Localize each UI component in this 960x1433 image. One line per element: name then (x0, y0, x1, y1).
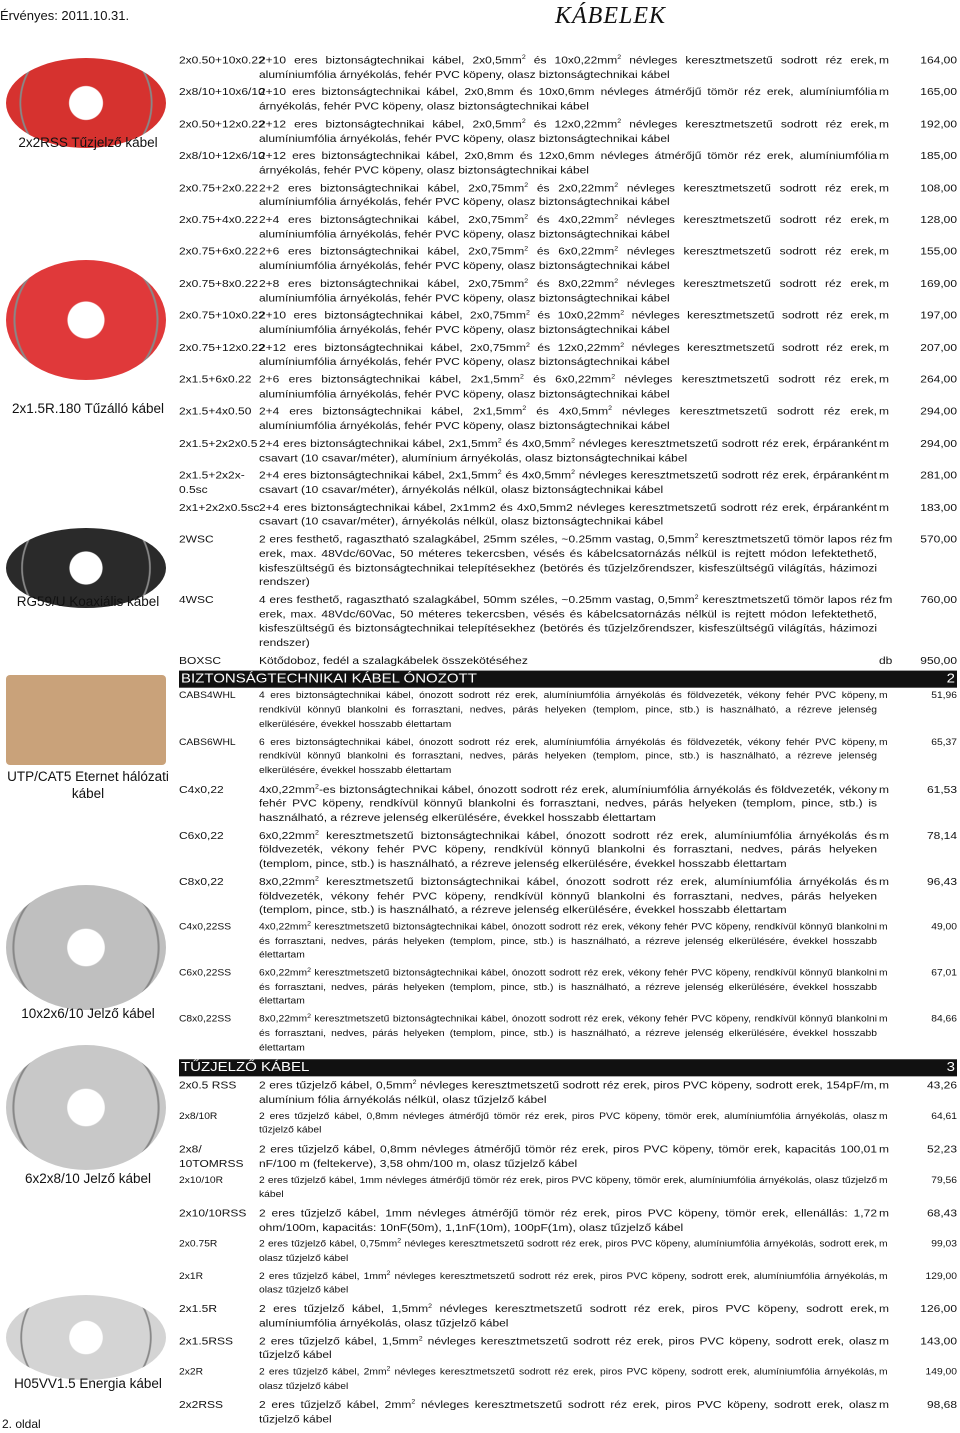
product-description: 2 eres tűzjelző kábel, $1,5mm^2$ névleges keresztmetszetű sodrott réz erek, piros PVC köpeny, sodrott erek, alumíniumfólia árnyékolás, olasz tűzjelző kábel (259, 1302, 877, 1330)
unit: db (879, 654, 893, 667)
table-row (179, 85, 957, 114)
product-code: C4x0,22 (179, 783, 224, 796)
product-description: 6 eres biztonságtechnikai kábel, ónozott sodrott réz erek, alumíniumfólia árnyékolás és földvezeték, vékony fehér PVC köpeny, rendkívül könnyű blankolni és forrasztani, nedves, párás helyeken (templom, pince, stb.) is használható, a rézreve jelenség elkerülésére, évekkel hosszabb élettartam (259, 737, 877, 776)
price: 207,00 (920, 341, 957, 354)
price: 84,66 (931, 1015, 957, 1025)
unit: m (879, 1175, 888, 1186)
product-description: 2+2 eres biztonságtechnikai kábel, $2x0,75mm^2$ és $2x0,22mm^2$ névleges keresztmetszetű sodrott réz erek, alumíniumfólia árnyékolás, fehér PVC köpeny, olasz biztonságtechnikai kábel (259, 181, 877, 208)
validity-date: Érvényes: 2011.10.31. (0, 8, 130, 23)
product-code: 2x0.75R (179, 1239, 218, 1250)
table-row (179, 1174, 957, 1203)
price: 169,00 (920, 277, 957, 290)
price: 950,00 (920, 654, 957, 667)
product-description: 2 eres tűzjelző kábel, 0,8mm névleges átmérőjű tömör réz erek, piros PVC köpeny, tömör erek, kapacitás 100,01 nF/100 m (feltekerve), 3,58 ohm/100 m, olasz tűzjelző kábel (259, 1143, 877, 1170)
product-code: C6x0,22 (179, 829, 224, 842)
table-row (179, 1110, 957, 1139)
unit: m (879, 1079, 889, 1092)
unit: m (879, 783, 889, 796)
product-code: 4WSC (179, 593, 214, 606)
product-description: 2+12 eres biztonságtechnikai kábel, $2x0,75mm^2$ és $12x0,22mm^2$ névleges keresztmetszetű sodrott réz erek, alumíniumfólia árnyékolás, fehér PVC köpeny, olasz biztonságtechnikai kábel (259, 341, 877, 368)
page-title: KÁBELEK (555, 3, 667, 29)
unit: m (879, 875, 889, 888)
unit: m (879, 469, 889, 482)
product-description: $8x0,22mm^2$ keresztmetszetű biztonságtechnikai kábel, ónozott sodrott réz erek, alumíniumfólia árnyékolás és földvezeték, vékony fehér PVC köpeny, rendkívül könnyű blankolni és forrasztani, nedves, párás helyeken (templom, pince, stb.) is használható, a rézreve jelenség elkerülésére, évekkel hosszabb élettartam (259, 875, 877, 916)
unit: m (879, 829, 889, 842)
product-code: BOXSC (179, 654, 222, 667)
unit: m (879, 922, 888, 932)
product-code: 2x1.5+4x0.50 (179, 405, 252, 418)
unit: m (879, 1367, 888, 1377)
unit: fm (879, 533, 893, 546)
table-row (179, 277, 957, 306)
product-code: 2x0.75+4x0.22 (179, 213, 259, 226)
product-code: 2WSC (179, 533, 214, 546)
product-code: C8x0,22 (179, 875, 224, 888)
table-row (179, 967, 957, 1010)
unit: m (879, 1206, 889, 1219)
price: 294,00 (920, 405, 957, 418)
price: 185,00 (920, 149, 957, 162)
table-row (179, 1334, 957, 1363)
table-row (179, 468, 957, 497)
price: 183,00 (920, 501, 957, 514)
table-row (179, 149, 957, 178)
unit: m (879, 85, 889, 98)
table-row (179, 828, 957, 871)
photo-caption: 2x2RSS Tűzjelző kábel (18, 135, 158, 150)
section-header (179, 671, 957, 688)
unit: m (879, 737, 888, 748)
table-row (179, 436, 957, 465)
product-code: 2x1.5+6x0.22 (179, 373, 252, 386)
product-code: 2x1R (179, 1271, 204, 1282)
product-description: 2 eres tűzjelző kábel, $2mm^2$ névleges keresztmetszetű sodrott réz erek, piros PVC köpeny, sodrott erek, alumíniumfólia árnyékolás, olasz tűzjelző kábel (259, 1366, 877, 1392)
product-code: CABS6WHL (179, 737, 236, 748)
cable-reel-photo (6, 1045, 166, 1170)
product-description: $6x0,22mm^2$ keresztmetszetű biztonságtechnikai kábel, ónozott sodrott réz erek, vékony fehér PVC köpeny, rendkívül könnyű blankolni és forrasztani, nedves, párás helyeken (templom, pince, stb.) is használható, a rézreve jelenség elkerülésére, évekkel hosszabb élettartam (259, 967, 877, 1007)
table-row (179, 245, 957, 274)
unit: m (879, 341, 889, 354)
price: 67,01 (931, 968, 957, 979)
product-description: 2 eres tűzjelző kábel, 0,8mm névleges átmérőjű tömör réz erek, piros PVC köpeny, tömör erek, alumíniumfólia árnyékolás, olasz tűzjelző kábel (259, 1111, 877, 1136)
product-code: 2x1.5+2x2x-0.5sc (179, 469, 245, 496)
photo-caption: 6x2x8/10 Jelző kábel (24, 1171, 152, 1186)
unit: m (879, 1239, 888, 1250)
product-description: 2+4 eres biztonságtechnikai kábel, $2x1,5mm^2$ és $4x0,5mm^2$ névleges keresztmetszetű sodrott réz erek, érpáranként csavart (10 csavar/méter), árnyékolás nélkül, olasz biztonságtechnikai kábel (259, 469, 877, 496)
product-code: 2x0.5 RSS (179, 1079, 237, 1092)
table-row (179, 532, 957, 589)
product-code: 2x0.50+10x0.22 (179, 53, 265, 66)
product-description: 2+10 eres biztonságtechnikai kábel, $2x0,5mm^2$ és $10x0,22mm^2$ névleges keresztmetszetű sodrott réz erek, alumíniumfólia árnyékolás, fehér PVC köpeny, olasz biztonságtechnikai kábel (259, 53, 878, 81)
table-row (179, 1206, 957, 1235)
product-description: 2 eres tűzjelző kábel, $1mm^2$ névleges keresztmetszetű sodrott réz erek, piros PVC köpeny, sodrott erek, alumíniumfólia árnyékolás, olasz tűzjelző kábel (259, 1270, 877, 1296)
table-row (179, 341, 957, 370)
table-row (179, 500, 957, 529)
product-description: 2 eres tűzjelző kábel, $2mm^2$ névleges keresztmetszetű sodrott réz erek, piros PVC köpeny, sodrott erek, olasz tűzjelző kábel (259, 1398, 877, 1425)
product-description: 2+4 eres biztonságtechnikai kábel, $2x1,5mm^2$ és $4x0,5mm^2$ névleges keresztmetszetű sodrott réz erek, alumíniumfólia árnyékolás, fehér PVC köpeny, olasz biztonságtechnikai kábel (259, 405, 877, 432)
price: 192,00 (920, 117, 957, 130)
product-description: $8x0,22mm^2$ keresztmetszetű biztonságtechnikai kábel, ónozott sodrott réz erek, vékony fehér PVC köpeny, rendkívül könnyű blankolni és forrasztani, nedves, párás helyeken (templom, pince, stb.) is használható, a rézreve jelenség elkerülésére, évekkel hosszabb élettartam (259, 1013, 877, 1053)
unit: m (879, 117, 889, 130)
section-title: TŰZJELZŐ KÁBEL (181, 1060, 310, 1075)
product-description: 2 eres tűzjelző kábel, $0,5mm^2$ névleges keresztmetszetű sodrott réz erek, piros PVC köpeny, sodrott erek, 154pF/m, alumínium fólia árnyékolás nélkül, olasz tűzjelző kábel (259, 1079, 877, 1106)
product-description: 2+4 eres biztonságtechnikai kábel, $2x1,5mm^2$ és $4x0,5mm^2$ névleges keresztmetszetű sodrott réz erek, érpáranként csavart (10 csavar/méter), alumínium árnyékolás, olasz biztonságtechnikai kábel (259, 437, 877, 464)
cable-reel-photo (6, 675, 166, 765)
price-table (179, 53, 957, 1430)
photo-caption: 2x1.5R.180 Tűzálló kábel (11, 401, 165, 416)
section-title: BIZTONSÁGTECHNIKAI KÁBEL ÓNOZOTT (181, 671, 477, 687)
table-row (179, 1398, 957, 1427)
price: 99,03 (931, 1239, 957, 1250)
section-number: 2 (946, 671, 955, 687)
table-row (179, 213, 957, 242)
product-code: 2x0.50+12x0.22 (179, 117, 265, 130)
table-row (179, 593, 957, 650)
page-number: 2. oldal (2, 1417, 41, 1431)
product-description: 2+4 eres biztonságtechnikai kábel, $2x0,75mm^2$ és $4x0,22mm^2$ névleges keresztmetszetű sodrott réz erek, alumíniumfólia árnyékolás, fehér PVC köpeny, olasz biztonságtechnikai kábel (259, 213, 877, 240)
product-description: $6x0,22mm^2$ keresztmetszetű biztonságtechnikai kábel, ónozott sodrott réz erek, alumíniumfólia árnyékolás és földvezeték, vékony fehér PVC köpeny, rendkívül könnyű blankolni és forrasztani, nedves, párás helyeken (templom, pince, stb.) is használható, a rézreve jelenség elkerülésére, évekkel hosszabb élettartam (259, 829, 877, 870)
unit: m (879, 213, 889, 226)
cable-reel-photo (6, 885, 166, 1010)
unit: m (879, 691, 888, 701)
price: 294,00 (920, 437, 957, 450)
price: 143,00 (920, 1334, 957, 1347)
table-row (179, 1302, 957, 1331)
table-row (179, 404, 957, 433)
table-row (179, 1366, 957, 1395)
product-code: C8x0,22SS (179, 1015, 232, 1025)
product-description: 2+4 eres biztonságtechnikai kábel, 2x1mm2 és 4x0,5mm2 névleges keresztmetszetű sodrott réz erek, érpáranként csavart (10 csavar/méter), árnyékolás nélkül, olasz biztonságtechnikai kábel (259, 501, 877, 528)
price: 129,00 (925, 1271, 957, 1282)
price: 281,00 (920, 469, 957, 482)
price: 149,00 (925, 1367, 957, 1377)
table-row (179, 309, 957, 338)
product-description: 2+6 eres biztonságtechnikai kábel, $2x1,5mm^2$ és $6x0,22mm^2$ névleges keresztmetszetű sodrott réz erek, alumíniumfólia árnyékolás, fehér PVC köpeny, olasz biztonságtechnikai kábel (259, 373, 877, 400)
price: 264,00 (920, 373, 957, 386)
product-description: $4x0,22mm^2-es$ biztonságtechnikai kábel, ónozott sodrott réz erek, alumíniumfólia árnyékolás és földvezeték, vékony fehér PVC köpeny, rendkívül könnyű blankolni és forrasztani, nedves, párás helyeken (templom, pince, stb.) is használható, a rézreve jelenség elkerülésére, évekkel hosszabb élettartam (259, 783, 877, 824)
product-code: 2x0.75+6x0.22 (179, 245, 259, 258)
unit: m (879, 181, 889, 194)
price: 96,43 (926, 875, 957, 888)
price: 164,00 (920, 53, 957, 66)
table-row (179, 782, 957, 825)
price: 126,00 (920, 1302, 957, 1315)
price: 108,00 (920, 181, 957, 194)
product-photo-sidebar (0, 50, 176, 1430)
unit: m (879, 277, 889, 290)
product-description: 4 eres festhető, ragasztható szalagkábel, 50mm széles, ~0.25mm vastag, $0,5mm^2$ keresztmetszetű tömör lapos réz erek, max. 48Vdc/60Vac, 50 méteres tekercsben, vésés és kábelcsatornázás nélkül is rejtett módon lefektethető, kisfeszültségű és biztonságtechnikai telepítésekhez (betörés és tűzjelzőrendszer, kisfeszültségű világítás, házimozi rendszer) (259, 593, 877, 649)
product-code: 2x1.5RSS (179, 1334, 234, 1347)
product-description: 2+12 eres biztonságtechnikai kábel, $2x0,5mm^2$ és $12x0,22mm^2$ névleges keresztmetszetű sodrott réz erek, alumíniumfólia árnyékolás, fehér PVC köpeny, olasz biztonságtechnikai kábel (259, 117, 878, 144)
table-row (179, 1238, 957, 1267)
price: 78,14 (926, 829, 957, 842)
price: 760,00 (920, 593, 957, 606)
table-row (179, 736, 957, 779)
cable-reel-photo (6, 1295, 166, 1380)
unit: m (879, 501, 889, 514)
unit: m (879, 968, 888, 979)
product-description: 2 eres tűzjelző kábel, 1mm névleges átmérőjű tömör réz erek, piros PVC köpeny, tömör erek, ellenállás: 1,72 ohm/100m, kapacitás: 10nF(50m), 1,1nF(10m), 100pF(1m), olasz tűzjelző kábel (259, 1206, 877, 1234)
price: 197,00 (920, 309, 957, 322)
unit: m (879, 1302, 889, 1315)
unit: fm (879, 593, 893, 606)
product-code: 2x0.75+8x0.22 (179, 277, 259, 290)
unit: m (879, 405, 889, 418)
product-code: 2x2RSS (179, 1398, 224, 1411)
product-code: 2x1+2x2x0.5sc (179, 501, 260, 514)
photo-caption: UTP/CAT5 Eternet hálózati kábel (7, 769, 169, 801)
unit: m (879, 1143, 889, 1156)
unit: m (879, 309, 889, 322)
product-description: $4x0,22mm^2$ keresztmetszetű biztonságtechnikai kábel, ónozott sodrott réz erek, vékony fehér PVC köpeny, rendkívül könnyű blankolni és forrasztani, nedves, párás helyeken (templom, pince, stb.) is használható, a rézreve jelenség elkerülésére, évekkel hosszabb élettartam (259, 921, 877, 961)
table-row (179, 1142, 957, 1171)
price: 61,53 (926, 783, 957, 796)
product-code: 2x2R (179, 1367, 204, 1377)
unit: m (879, 1111, 888, 1122)
unit: m (879, 245, 889, 258)
product-code: 2x8/10R (179, 1111, 218, 1122)
product-code: 2x10/10R (179, 1175, 224, 1186)
photo-caption: 10x2x6/10 Jelző kábel (21, 1006, 155, 1021)
table-row (179, 1013, 957, 1056)
price: 98,68 (926, 1398, 957, 1411)
product-description: 2 eres tűzjelző kábel, $0,75mm^2$ névleges keresztmetszetű sodrott réz erek, piros PVC köpeny, alumíniumfólia árnyékolás, sodrott erek, olasz tűzjelző kábel (259, 1238, 877, 1264)
product-code: 2x8/10+10x6/10 (179, 85, 265, 98)
product-description: 2+10 eres biztonságtechnikai kábel, 2x0,8mm és 10x0,6mm névleges átmérőjű tömör réz erek, alumíniumfólia árnyékolás, fehér PVC köpeny, olasz biztonságtechnikai kábel (259, 85, 877, 113)
unit: m (879, 1015, 888, 1025)
table-row (179, 875, 957, 918)
product-description: 2+6 eres biztonságtechnikai kábel, $2x0,75mm^2$ és $6x0,22mm^2$ névleges keresztmetszetű sodrott réz erek, alumíniumfólia árnyékolás, fehér PVC köpeny, olasz biztonságtechnikai kábel (259, 245, 877, 272)
product-description: 2+10 eres biztonságtechnikai kábel, $2x0,75mm^2$ és $10x0,22mm^2$ névleges keresztmetszetű sodrott réz erek, alumíniumfólia árnyékolás, fehér PVC köpeny, olasz biztonságtechnikai kábel (259, 309, 877, 336)
price: 49,00 (931, 922, 957, 932)
photo-caption: RG59/U Koaxiális kábel (16, 594, 160, 609)
product-code: 2x1.5R (179, 1302, 218, 1315)
price: 155,00 (920, 245, 957, 258)
price: 165,00 (920, 85, 957, 98)
price: 64,61 (931, 1111, 957, 1122)
table-row (179, 1270, 957, 1299)
section-header (179, 1060, 957, 1077)
cable-reel-photo (6, 260, 166, 380)
product-code: CABS4WHL (179, 691, 236, 701)
product-code: 2x8/ 10TOMRSS (179, 1143, 244, 1170)
price: 570,00 (920, 533, 957, 546)
product-description: 2 eres tűzjelző kábel, 1mm névleges átmérőjű tömör réz erek, piros PVC köpeny, tömör erek, alumíniumfólia árnyékolás, olasz tűzjelző kábel (259, 1175, 877, 1200)
price: 51,96 (931, 691, 957, 701)
product-description: Kötődoboz, fedél a szalagkábelek összekötéséhez (259, 654, 528, 667)
product-code: C6x0,22SS (179, 968, 232, 979)
table-row (179, 181, 957, 210)
price: 43,26 (926, 1079, 957, 1092)
section-number: 3 (946, 1060, 955, 1075)
product-code: 2x0.75+10x0.22 (179, 309, 265, 322)
product-description: 4 eres biztonságtechnikai kábel, ónozott sodrott réz erek, alumíniumfólia árnyékolás és földvezeték, vékony fehér PVC köpeny, rendkívül könnyű blankolni és forrasztani, nedves, párás helyeken (templom, pince, stb.) is használható, a rézreve jelenség elkerülésére, évekkel hosszabb élettartam (259, 691, 877, 730)
product-code: 2x1.5+2x2x0.5 (179, 437, 258, 450)
price: 79,56 (931, 1175, 957, 1186)
product-description: 2+12 eres biztonságtechnikai kábel, 2x0,8mm és 12x0,6mm névleges átmérőjű tömör réz erek, alumíniumfólia árnyékolás, fehér PVC köpeny, olasz biztonságtechnikai kábel (259, 149, 877, 176)
product-code: C4x0,22SS (179, 922, 232, 932)
photo-caption: H05VV1.5 Energia kábel (14, 1376, 162, 1391)
unit: m (879, 373, 889, 386)
table-row (179, 921, 957, 964)
unit: m (879, 1334, 889, 1347)
table-row (179, 1078, 957, 1107)
product-code: 2x0.75+2x0.22 (179, 181, 259, 194)
table-row (179, 690, 957, 733)
unit: m (879, 53, 889, 66)
price: 52,23 (926, 1143, 957, 1156)
product-description: 2 eres festhető, ragasztható szalagkábel, 25mm széles, ~0.25mm vastag, $0,5mm^2$ keresztmetszetű tömör lapos réz erek, max. 48Vdc/60Vac, 50 méteres tekercsben, vésés és kábelcsatornázás nélkül is rejtett módon lefektethető, kisfeszültségű és biztonságtechnikai telepítésekhez (betörés és tűzjelzőrendszer, kisfeszültségű világítás, házimozi rendszer) (259, 533, 877, 588)
unit: m (879, 149, 889, 162)
unit: m (879, 1271, 888, 1282)
price: 68,43 (926, 1206, 957, 1219)
unit: m (879, 1398, 889, 1411)
unit: m (879, 437, 889, 450)
price: 128,00 (920, 213, 957, 226)
table-row (179, 373, 957, 402)
product-description: 2+8 eres biztonságtechnikai kábel, $2x0,75mm^2$ és $8x0,22mm^2$ névleges keresztmetszetű sodrott réz erek, alumíniumfólia árnyékolás, fehér PVC köpeny, olasz biztonságtechnikai kábel (259, 277, 877, 304)
product-code: 2x0.75+12x0.22 (179, 341, 265, 354)
product-code: 2x10/10RSS (179, 1206, 247, 1219)
table-row (179, 53, 957, 82)
product-description: 2 eres tűzjelző kábel, $1,5mm^2$ névleges keresztmetszetű sodrott réz erek, piros PVC köpeny, sodrott erek, olasz tűzjelző kábel (259, 1334, 877, 1362)
product-code: 2x8/10+12x6/10 (179, 149, 265, 162)
price: 65,37 (931, 737, 957, 748)
table-row (179, 653, 957, 667)
table-row (179, 117, 957, 146)
